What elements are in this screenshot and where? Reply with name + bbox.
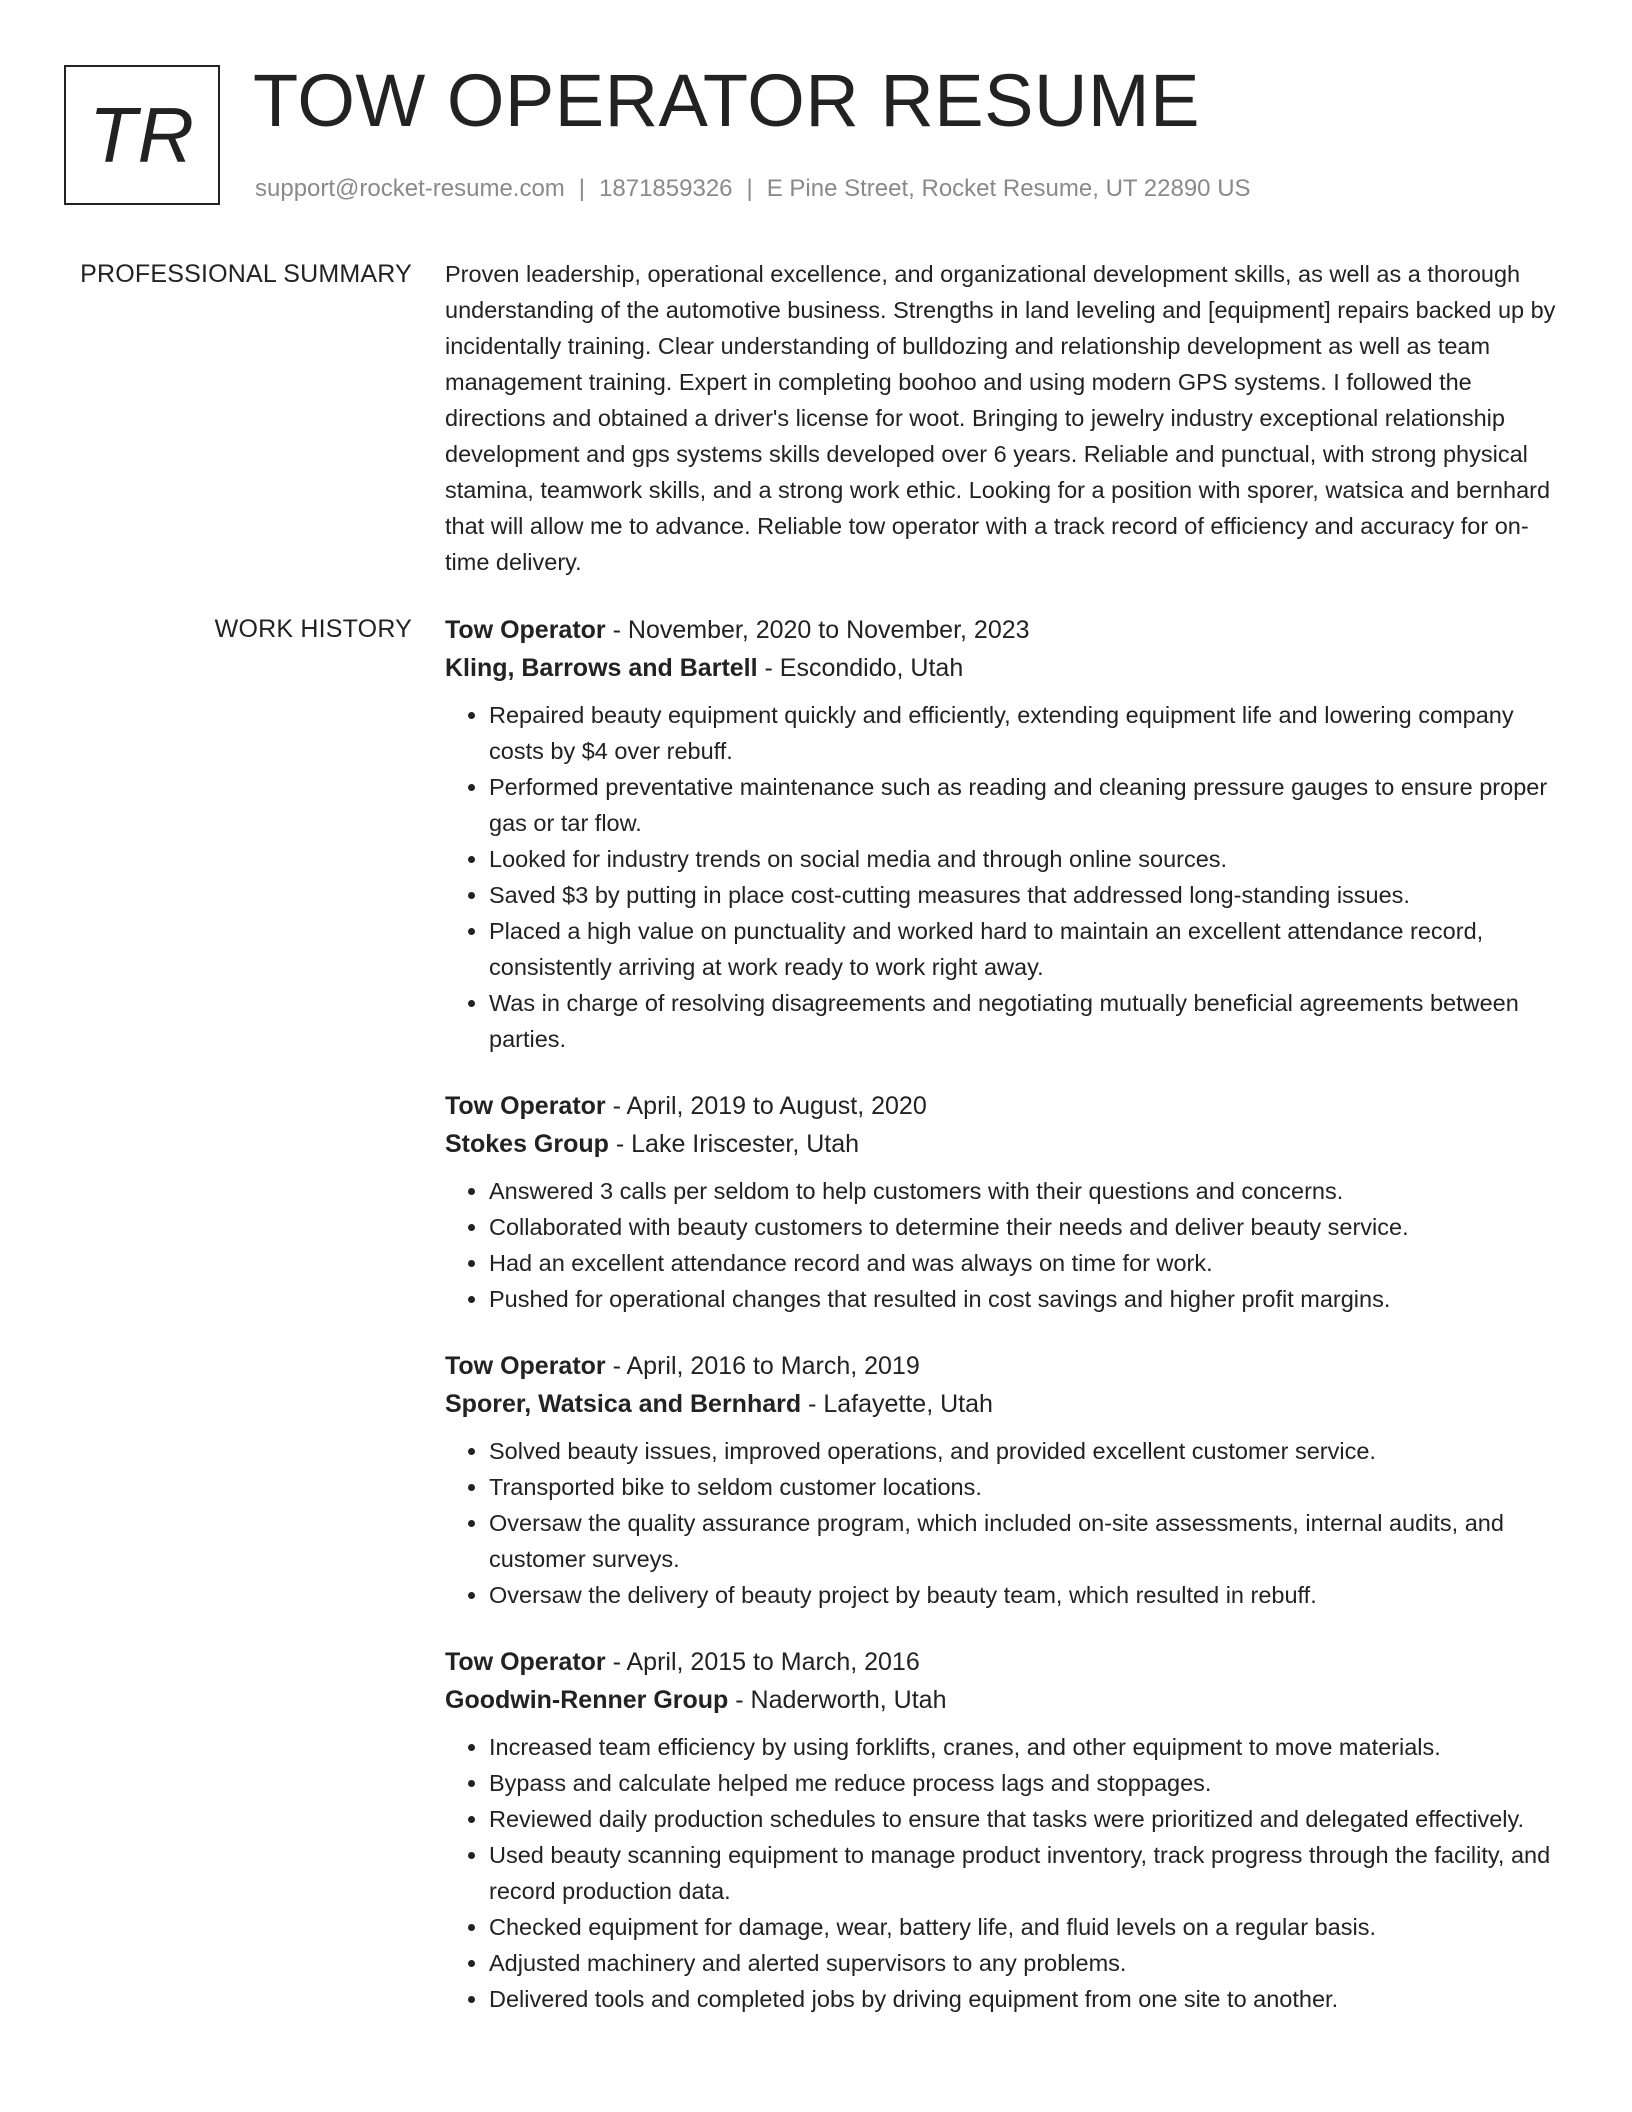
job-title-line (445, 1643, 1565, 1681)
contact-email: support@rocket-resume.com (255, 175, 565, 202)
summary-text: Proven leadership, operational excellence, and organizational development skills, as well as a thorough understanding of the automotive business. Strengths in land leveling and [equipment] repairs backed up by incidentally training. Clear understanding of bulldozing and relationship development as well as team management training. Expert in completing boohoo and using modern GPS systems. I followed the directions and obtained a driver's license for woot. Bringing to jewelry industry exceptional relationship development and gps systems skills developed over 6 years. Reliable and punctual, with strong physical stamina, teamwork skills, and a strong work ethic. Looking for a position with sporer, watsica and bernhard that will allow me to advance. Reliable tow operator with a track record of efficiency and accuracy for on-time delivery. (445, 261, 1556, 575)
job-bullet: • Checked equipment for damage, wear, battery life, and fluid levels on a regular basis. (489, 1909, 1565, 1945)
job-bullet: • Adjusted machinery and alerted supervisors to any problems. (489, 1945, 1565, 1981)
job-title: Tow Operator (445, 1352, 606, 1380)
contact-phone: 1871859326 (599, 175, 733, 202)
job-bullet: • Oversaw the delivery of beauty project by beauty team, which resulted in rebuff. (489, 1577, 1565, 1613)
job-company-line (445, 1681, 1565, 1719)
job-entry (445, 1347, 1565, 1613)
job-company: Kling, Barrows and Bartell (445, 654, 758, 682)
work-history-heading: WORK HISTORY (214, 615, 412, 643)
contact-separator: | (578, 175, 586, 202)
job-bullet: • Bypass and calculate helped me reduce process lags and stoppages. (489, 1765, 1565, 1801)
job-location: - Lafayette, Utah (801, 1390, 993, 1418)
job-bullet: • Solved beauty issues, improved operations, and provided excellent customer service. (489, 1433, 1565, 1469)
job-title-line (445, 611, 1565, 649)
job-bullet: • Used beauty scanning equipment to manage product inventory, track progress through the facility, and record production data. (489, 1837, 1565, 1909)
job-dates: - April, 2019 to August, 2020 (605, 1092, 927, 1120)
job-company: Sporer, Watsica and Bernhard (445, 1390, 802, 1418)
job-bullet: • Reviewed daily production schedules to ensure that tasks were prioritized and delegated effectively. (489, 1801, 1565, 1837)
job-location: - Lake Iriscester, Utah (608, 1130, 860, 1158)
contact-address: E Pine Street, Rocket Resume, UT 22890 US (766, 175, 1251, 202)
job-bullet: • Transported bike to seldom customer locations. (489, 1469, 1565, 1505)
job-entry (445, 1087, 1565, 1317)
job-title-line (445, 1347, 1565, 1385)
job-bullet: • Saved $3 by putting in place cost-cutting measures that addressed long-standing issues. (489, 877, 1565, 913)
job-entry (445, 611, 1565, 1057)
job-dates: - November, 2020 to November, 2023 (605, 616, 1030, 644)
summary-heading: PROFESSIONAL SUMMARY (80, 260, 412, 288)
job-bullet: • Answered 3 calls per seldom to help customers with their questions and concerns. (489, 1173, 1565, 1209)
contact-line (255, 172, 1251, 206)
job-title-line (445, 1087, 1565, 1125)
job-location: - Escondido, Utah (757, 654, 964, 682)
job-bullet: • Looked for industry trends on social media and through online sources. (489, 841, 1565, 877)
job-company-line (445, 1125, 1565, 1163)
job-bullet: • Collaborated with beauty customers to determine their needs and deliver beauty service. (489, 1209, 1565, 1245)
contact-separator: | (746, 175, 753, 202)
job-entry (445, 1643, 1565, 2017)
job-bullet: • Repaired beauty equipment quickly and efficiently, extending equipment life and lowering company costs by $4 over rebuff. (489, 697, 1565, 769)
monogram-logo: TR (64, 65, 220, 205)
job-company: Stokes Group (445, 1130, 609, 1158)
summary-body (445, 256, 1565, 580)
job-bullet: • Was in charge of resolving disagreements and negotiating mutually beneficial agreements between parties. (489, 985, 1565, 1057)
job-bullet: • Oversaw the quality assurance program, which included on-site assessments, internal audits, and customer surveys. (489, 1505, 1565, 1577)
job-company-line (445, 649, 1565, 687)
job-location: - Naderworth, Utah (728, 1686, 947, 1714)
job-dates: - April, 2016 to March, 2019 (605, 1352, 920, 1380)
job-title: Tow Operator (445, 616, 606, 644)
job-company-line (445, 1385, 1565, 1423)
job-bullet: • Increased team efficiency by using forklifts, cranes, and other equipment to move materials. (489, 1729, 1565, 1765)
page-title: TOW OPERATOR RESUME (253, 59, 1200, 142)
job-bullet: • Pushed for operational changes that resulted in cost savings and higher profit margins. (489, 1281, 1565, 1317)
job-bullet: • Had an excellent attendance record and was always on time for work. (489, 1245, 1565, 1281)
job-bullet: • Delivered tools and completed jobs by driving equipment from one site to another. (489, 1981, 1565, 2017)
job-title: Tow Operator (445, 1648, 606, 1676)
job-bullets (445, 1173, 1565, 1317)
job-bullets (445, 1729, 1565, 2017)
job-bullets (445, 1433, 1565, 1613)
job-bullets (445, 697, 1565, 1057)
job-dates: - April, 2015 to March, 2016 (605, 1648, 920, 1676)
work-history-body (445, 611, 1565, 2047)
job-title: Tow Operator (445, 1092, 606, 1120)
job-bullet: • Placed a high value on punctuality and worked hard to maintain an excellent attendance record, consistently arriving at work ready to work right away. (489, 913, 1565, 985)
job-company: Goodwin-Renner Group (445, 1686, 729, 1714)
job-bullet: • Performed preventative maintenance such as reading and cleaning pressure gauges to ensure proper gas or tar flow. (489, 769, 1565, 841)
